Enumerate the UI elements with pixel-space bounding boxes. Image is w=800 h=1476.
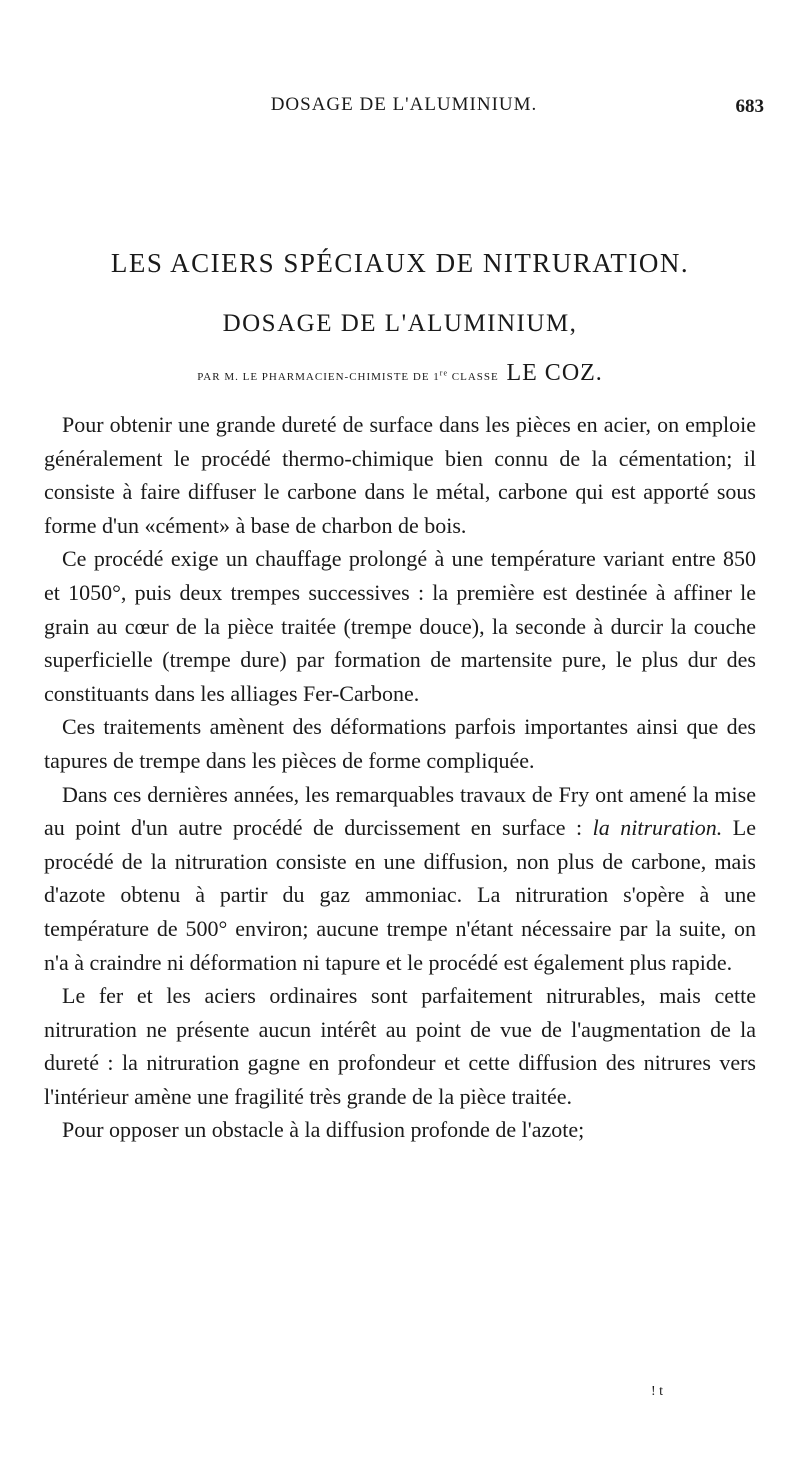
paragraph-4-before: Dans ces dernières années, les remarquables travaux de Fry ont amené la mise au point d'un autre procédé de durcissement en surface :: [44, 781, 756, 841]
page-mark: ! t: [651, 1384, 664, 1399]
paragraph-3: Ces traitements amènent des déformations parfois importantes ainsi que des tapures de trempe dans les pièces de forme compliquée.: [44, 714, 756, 773]
paragraph-6: Pour opposer un obstacle à la diffusion profonde de l'azote;: [62, 1117, 585, 1143]
running-head: [44, 94, 764, 120]
paragraph-4-italic: la nitruration.: [592, 815, 723, 841]
paragraph-1: Pour obtenir une grande dureté de surface dans les pièces en acier, on emploie généralement le procédé thermo-chimique bien connu de la cémentation; il consiste à faire diffuser le carbone dans le métal, carbone qui est apporté sous forme d'un «cément» à base de charbon de bois.: [44, 412, 756, 538]
byline-prefix: PAR M. LE PHARMACIEN-CHIMISTE DE 1: [197, 371, 440, 383]
article-title: LES ACIERS SPÉCIAUX DE NITRURATION.: [110, 248, 690, 278]
paragraph-2: Ce procédé exige un chauffage prolongé à une température variant entre 850 et 1050°, puis deux trempes successives : la première est destinée à affiner le grain au cœur de la pièce traitée (trempe douce), la seconde à durcir la couche superficielle (trempe dure) par formation de martensite pure, le plus dur des constituants dans les alliages Fer-Carbone.: [44, 546, 756, 706]
article-body: [44, 408, 756, 1147]
article-subtitle: DOSAGE DE L'ALUMINIUM,: [222, 310, 578, 337]
paragraph-4: [44, 778, 756, 980]
running-head-title: DOSAGE DE L'ALUMINIUM.: [270, 94, 538, 115]
byline: [0, 360, 800, 387]
byline-classe: CLASSE: [451, 371, 499, 383]
page-number: 683: [735, 96, 764, 117]
paragraph-5: Le fer et les aciers ordinaires sont parfaitement nitrurables, mais cette nitruration ne présente aucun intérêt au point de vue de l'augmentation de la dureté : la nitruration gagne en profondeur et cette diffusion des nitrures vers l'intérieur amène une fragilité très grande de la pièce traitée.: [44, 983, 756, 1109]
paragraph-4-after: Le procédé de la nitruration consiste en une diffusion, non plus de carbone, mais d'azote obtenu à partir du gaz ammoniac. La nitruration s'opère à une température de 500° environ; aucune trempe n'étant nécessaire par la suite, on n'a à craindre ni déformation ni tapure et le procédé est également plus rapide.: [44, 815, 757, 975]
byline-author: LE COZ.: [506, 360, 603, 386]
byline-superscript: re: [439, 368, 449, 378]
